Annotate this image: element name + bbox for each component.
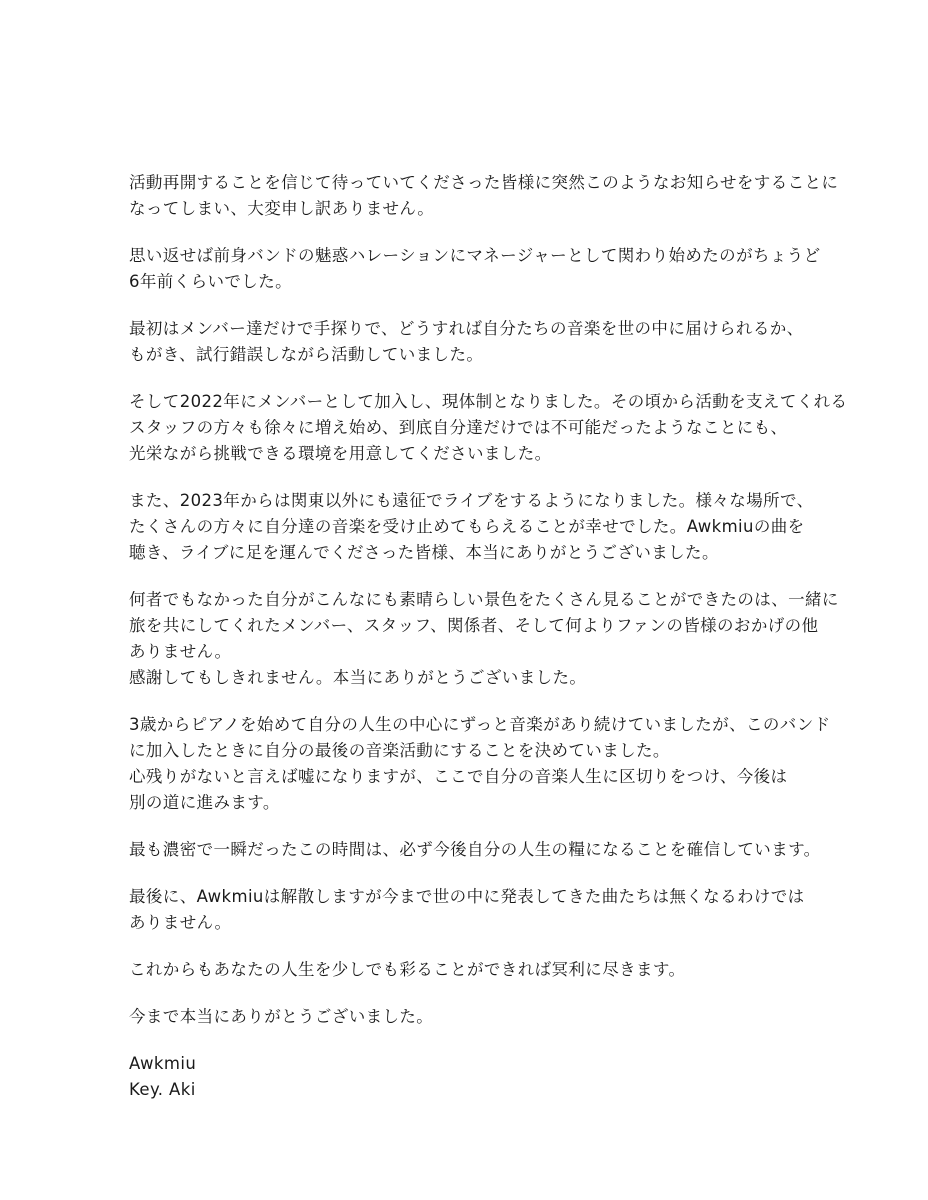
signature	[129, 1051, 809, 1103]
text-line: たくさんの方々に自分達の音楽を受け止めてもらえることが幸せでした。Awkmiuの曲を	[129, 517, 805, 536]
text-line: 何者でもなかった自分がこんなにも素晴らしい景色をたくさん見ることができたのは、一緒に	[129, 590, 839, 609]
paragraph-5	[129, 488, 814, 566]
text-line: 今まで本当にありがとうございました。	[129, 1007, 434, 1026]
text-line: もがき、試行錯誤しながら活動していました。	[129, 345, 484, 364]
text-line: 光栄ながら挑戦できる環境を用意してくださいました。	[129, 444, 552, 463]
text-line: 心残りがないと言えば嘘になりますが、ここで自分の音楽人生に区切りをつけ、今後は	[129, 767, 788, 786]
text-line: 最後に、Awkmiuは解散しますが今まで世の中に発表してきた曲たちは無くなるわけでは	[129, 887, 805, 906]
signature-member: Key. Aki	[129, 1080, 196, 1099]
text-line: そして2022年にメンバーとして加入し、現体制となりました。その頃から活動を支えてくれる	[129, 392, 848, 411]
text-line: ありません。	[129, 913, 232, 932]
text-line: 活動再開することを信じて待っていてくださった皆様に突然このようなお知らせをすることに	[129, 173, 839, 192]
paragraph-4	[129, 389, 848, 467]
paragraph-8	[129, 837, 821, 863]
text-line: 旅を共にしてくれたメンバー、スタッフ、関係者、そして何よりファンの皆様のおかげの他	[129, 616, 819, 635]
text-line: 6年前くらいでした。	[129, 272, 292, 291]
text-line: これからもあなたの人生を少しでも彩ることができれば冥利に尽きます。	[129, 960, 686, 979]
text-line: 最も濃密で一瞬だったこの時間は、必ず今後自分の人生の糧になることを確信しています。	[129, 840, 821, 859]
paragraph-9	[129, 884, 809, 936]
text-line: ありません。	[129, 642, 232, 661]
text-line: 最初はメンバー達だけで手探りで、どうすれば自分たちの音楽を世の中に届けられるか、	[129, 319, 804, 338]
paragraph-11	[129, 1004, 809, 1030]
text-line: 別の道に進みます。	[129, 793, 280, 812]
signature-band: Awkmiu	[129, 1054, 197, 1073]
paragraph-10	[129, 957, 809, 983]
paragraph-3	[129, 316, 809, 368]
text-line: 3歳からピアノを始めて自分の人生の中心にずっと音楽があり続けていましたが、このバンド	[129, 715, 831, 734]
paragraph-6	[129, 587, 839, 691]
text-line: 聴き、ライブに足を運んでくださった皆様、本当にありがとうございました。	[129, 543, 719, 562]
text-line: なってしまい、大変申し訳ありません。	[129, 199, 435, 218]
paragraph-7	[129, 712, 831, 816]
letter-body	[129, 170, 848, 1124]
text-line: 感謝してもしきれません。本当にありがとうございました。	[129, 668, 587, 687]
text-line: 思い返せば前身バンドの魅惑ハレーションにマネージャーとして関わり始めたのがちょうど	[129, 246, 821, 265]
text-line: また、2023年からは関東以外にも遠征でライブをするようになりました。様々な場所で、	[129, 491, 814, 510]
paragraph-2	[129, 243, 821, 295]
text-line: スタッフの方々も徐々に増え始め、到底自分達だけでは不可能だったようなことにも、	[129, 418, 788, 437]
paragraph-1	[129, 170, 839, 222]
text-line: に加入したときに自分の最後の音楽活動にすることを決めていました。	[129, 741, 670, 760]
